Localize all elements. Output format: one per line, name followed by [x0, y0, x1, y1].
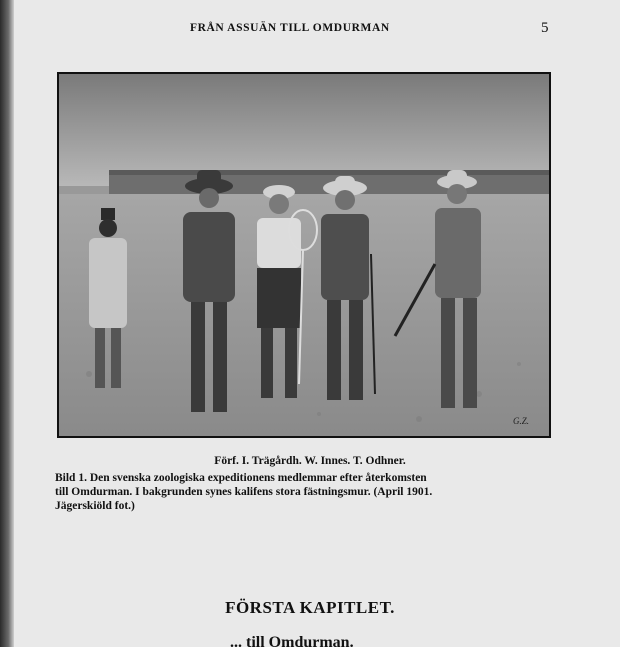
sky — [59, 74, 549, 186]
caption-line: Bild 1. Den svenska zoologiska expeditionens medlemmar efter återkomsten — [55, 472, 427, 484]
figure-caption — [55, 471, 555, 513]
chapter-title: FÖRSTA KAPITLET. — [225, 598, 395, 617]
scan-page-edge — [0, 0, 14, 647]
photo-illustration — [59, 74, 549, 436]
running-head: FRÅN ASSUÄN TILL OMDURMAN — [190, 22, 390, 34]
photographer-signature: G.Z. — [513, 416, 530, 426]
chapter-subtitle-fragment: ... till Omdurman. — [230, 634, 354, 647]
page-number: 5 — [541, 20, 549, 36]
caption-line: till Omdurman. I bakgrunden synes kalifens stora fästningsmur. (April 1901. — [55, 486, 433, 498]
fortress-wall-top — [109, 170, 549, 175]
caption-names: Förf. I. Trägårdh. W. Innes. T. Odhner. — [214, 455, 406, 467]
caption-line: Jägerskiöld fot.) — [55, 500, 135, 512]
expedition-photograph — [57, 72, 551, 438]
